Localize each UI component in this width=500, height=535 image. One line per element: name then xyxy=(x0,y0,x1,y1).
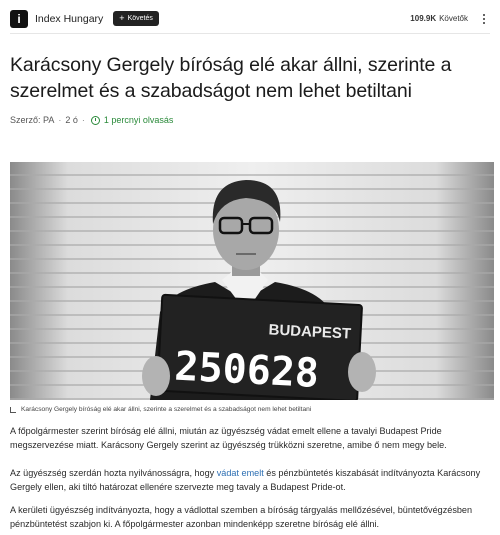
paragraph-2-end: és pénzbüntetés kiszabását indítványozta Karácsony Gergely ellen, aki tiltó határozat ellenére szervezte meg tavaly a Budapest Pride-ot. xyxy=(10,468,481,493)
image-caption xyxy=(10,406,311,413)
more-options-icon[interactable] xyxy=(478,13,490,25)
plus-icon: + xyxy=(119,13,125,23)
paragraph-1: A főpolgármester szerint bíróság elé állni, miután az ügyészség vádat emelt ellene a tavalyi Budapest Pride megszervezése miatt. Karácsony Gergely szerint az ügyészség trükközni szeretne, amibe ő nem megy bele. xyxy=(10,426,447,451)
followers-number: 109.9K xyxy=(410,14,437,23)
article-image[interactable] xyxy=(10,162,494,400)
separator-dot: · xyxy=(58,115,62,125)
followers-count xyxy=(410,14,468,23)
indictment-link[interactable]: vádat emelt xyxy=(216,468,264,478)
separator-dot: · xyxy=(81,115,85,125)
read-time: 1 percnyi olvasás xyxy=(103,115,174,125)
clock-icon xyxy=(91,116,100,125)
publisher-name[interactable]: Index Hungary xyxy=(35,12,104,25)
follow-button[interactable] xyxy=(113,11,159,26)
board-number: 250628 xyxy=(173,343,321,397)
caption-corner-icon xyxy=(10,407,16,413)
article-age: 2 ó xyxy=(65,115,78,125)
paragraph-3: A kerületi ügyészség indítványozta, hogy a vádlottal szemben a bíróság tárgyalás mellőzésével, büntetővégzésben pénzbüntetést szabjon ki. A főpolgármester azonban mindenképp szeretne bíróság elé állni. xyxy=(10,505,473,530)
caption-text: Karácsony Gergely bíróság elé akar állni, szerinte a szerelmet és a szabadságot nem lehet betiltani xyxy=(21,406,312,413)
paragraph-2 xyxy=(10,466,492,495)
publisher-logo[interactable]: i xyxy=(10,10,28,28)
followers-label: Követők xyxy=(439,14,468,23)
follow-label: Követés xyxy=(127,15,153,22)
paragraph-2-start: Az ügyészség szerdán hozta nyilvánosságra, hogy xyxy=(10,468,217,478)
author: Szerző: PA xyxy=(10,115,55,125)
article-title: Karácsony Gergely bíróság elé akar állni, szerinte a szerelmet és a szabadságot nem lehet betiltani xyxy=(10,54,452,102)
publisher-header xyxy=(10,4,490,34)
article-meta xyxy=(10,115,173,125)
board-city: BUDAPEST xyxy=(268,321,352,343)
